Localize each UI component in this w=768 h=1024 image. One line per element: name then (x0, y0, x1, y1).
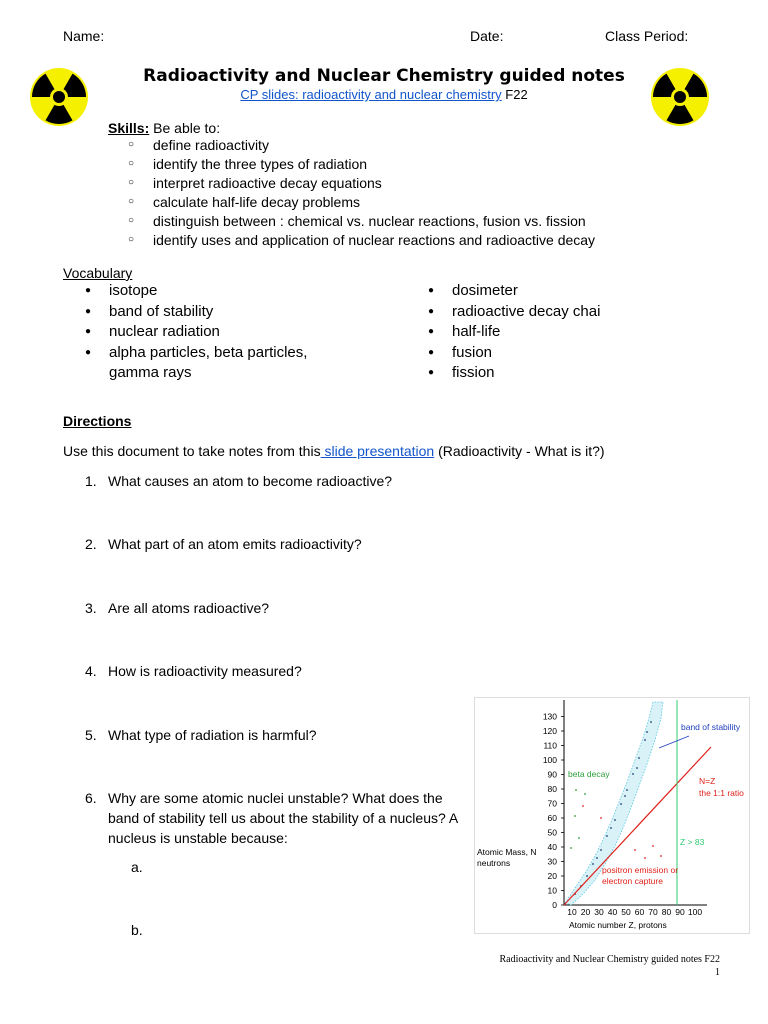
x-tick-label: 30 (594, 907, 604, 917)
directions-suffix: (Radioactivity - What is it?) (434, 443, 605, 459)
vocab-item: ● band of stability (85, 302, 335, 323)
y-tick-label: 10 (547, 885, 557, 896)
vocab-item: ● alpha particles, beta particles, gamma rays (85, 343, 335, 384)
footer-text: Radioactivity and Nuclear Chemistry guided notes F22 (499, 954, 720, 965)
question-text: Are all atoms radioactive? (108, 600, 270, 616)
positron-emission-label: positron emission or (602, 865, 679, 875)
electron-capture-label: electron capture (602, 876, 663, 886)
y-tick-label: 60 (547, 813, 557, 823)
question-number: 5. (85, 727, 97, 743)
y-axis-label-line1: Atomic Mass, N (477, 847, 537, 857)
question-text: What causes an atom to become radioactive? (108, 473, 393, 489)
skill-item: ○ distinguish between : chemical vs. nuclear reactions, fusion vs. fission (128, 212, 595, 231)
y-tick-label: 30 (547, 856, 557, 867)
subtitle-suffix: F22 (501, 87, 528, 102)
x-tick-label: 40 (607, 907, 618, 917)
skill-item: ○ interpret radioactive decay equations (128, 174, 595, 193)
vocabulary-left-list (85, 281, 335, 384)
z-greater-83-label: Z > 83 (680, 837, 705, 847)
question-number: 6. (85, 790, 97, 806)
vocab-item: ● fusion (428, 343, 678, 364)
question-text: What type of radiation is harmful? (108, 727, 317, 743)
x-tick-label: 100 (687, 907, 703, 917)
question-number: 4. (85, 663, 97, 679)
name-label: Name: (63, 28, 105, 44)
vocab-item: ● radioactive decay chai (428, 302, 678, 323)
slide-presentation-link[interactable]: slide presentation (320, 443, 435, 459)
page-title: Radioactivity and Nuclear Chemistry guided notes (143, 66, 625, 86)
question-text: What part of an atom emits radioactivity? (108, 536, 362, 552)
skill-item: ○ identify uses and application of nuclear reactions and radioactive decay (128, 231, 595, 250)
vocabulary-heading: Vocabulary (63, 265, 133, 281)
x-tick-label: 70 (648, 907, 658, 917)
vocab-item: ● dosimeter (428, 281, 678, 302)
y-axis-label-line2: neutrons (477, 858, 511, 868)
vocab-item: ● isotope (85, 281, 335, 302)
directions-prefix: Use this document to take notes from this (63, 443, 321, 459)
vocab-item: ● nuclear radiation (85, 322, 335, 343)
x-tick-label: 10 (567, 907, 577, 917)
directions-heading: Directions (63, 413, 132, 429)
y-tick-label: 80 (547, 784, 557, 794)
cp-slides-link[interactable]: CP slides: radioactivity and nuclear chemistry (240, 87, 502, 102)
skill-item: ○ define radioactivity (128, 136, 595, 155)
question-text: Why are some atomic nuclei unstable? What does the band of stability tell us about the stability of a nucleus? A nucleus is unstable because: (108, 790, 458, 846)
y-tick-label: 40 (547, 842, 557, 852)
question-number: 1. (85, 473, 97, 489)
skills-intro: Be able to: (149, 120, 221, 136)
one-to-one-ratio-label: the 1:1 ratio (699, 788, 744, 798)
x-axis-label: Atomic number Z, protons (569, 920, 667, 930)
subtitle (0, 87, 768, 102)
question-number: 2. (85, 536, 97, 552)
y-tick-label: 0 (552, 900, 557, 910)
page-footer (470, 953, 720, 979)
sub-item-a: a. (131, 859, 143, 875)
x-tick-label: 50 (621, 907, 631, 917)
vocabulary-right-list (428, 281, 678, 384)
vocab-item: ● fission (428, 363, 678, 384)
y-tick-label: 110 (543, 740, 557, 751)
y-tick-label: 20 (547, 871, 557, 881)
sub-item-b: b. (131, 922, 143, 938)
band-of-stability-label: band of stability (681, 722, 741, 732)
y-tick-label: 120 (542, 726, 557, 736)
y-tick-label: 100 (542, 755, 557, 765)
skills-list (128, 136, 595, 250)
x-tick-label: 60 (634, 907, 645, 917)
date-label: Date: (470, 28, 504, 44)
n-equals-z-label: N=Z (699, 776, 716, 786)
y-tick-label: 90 (547, 769, 557, 780)
x-tick-label: 90 (675, 907, 685, 917)
vocab-item: ● half-life (428, 322, 678, 343)
class-period-label: Class Period: (605, 28, 689, 44)
page-number: 1 (715, 967, 720, 978)
y-tick-label: 130 (542, 711, 557, 722)
band-pointer-line (659, 736, 689, 748)
question-number: 3. (85, 600, 97, 616)
beta-decay-label: beta decay (568, 769, 610, 779)
band-of-stability-figure (474, 697, 750, 934)
skill-item: ○ identify the three types of radiation (128, 155, 595, 174)
question-text: How is radioactivity measured? (108, 663, 302, 679)
directions-text (63, 443, 605, 459)
x-tick-label: 80 (661, 907, 672, 917)
skills-heading (108, 120, 220, 136)
y-tick-label: 50 (547, 827, 557, 838)
skill-item: ○ calculate half-life decay problems (128, 193, 595, 212)
skills-label: Skills: (108, 120, 150, 136)
x-tick-label: 20 (580, 907, 591, 917)
y-tick-label: 70 (547, 798, 557, 809)
